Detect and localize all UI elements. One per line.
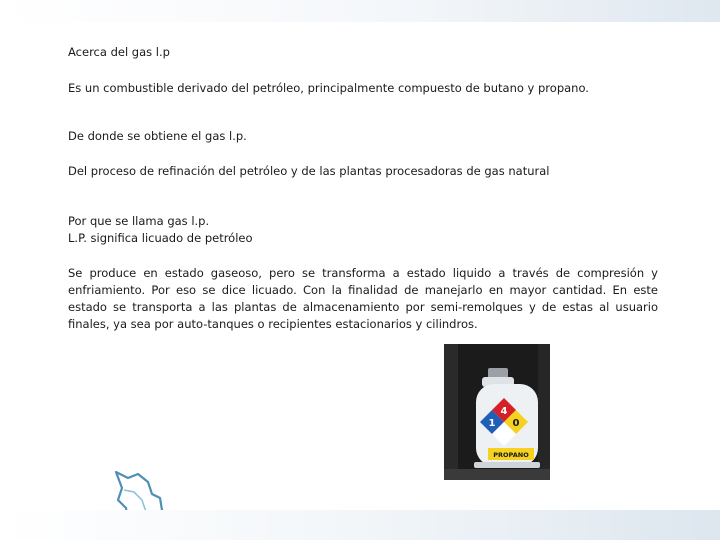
bottom-gradient-band xyxy=(0,510,720,540)
question-source: De donde se obtiene el gas l.p. xyxy=(68,129,247,143)
answer-source: Del proceso de refinación del petróleo y de las plantas procesadoras de gas natural xyxy=(68,164,550,178)
health-value: 1 xyxy=(488,418,496,429)
flammability-value: 4 xyxy=(500,406,508,417)
gas-cylinder-photo xyxy=(444,344,550,480)
heading: Acerca del gas l.p xyxy=(68,45,170,59)
reactivity-value: 0 xyxy=(512,418,520,429)
definition-text: Es un combustible derivado del petróleo, principalmente compuesto de butano y propano. xyxy=(68,81,589,95)
top-gradient-band xyxy=(0,0,720,22)
answer-name: L.P. significa licuado de petróleo xyxy=(68,231,253,245)
explanation-paragraph: Se produce en estado gaseoso, pero se transforma a estado liquido a través de compresión y enfriamiento. Por eso se dice licuado. Con la finalidad de manejarlo en mayor cantidad. En este estado se transporta a las plantas de almacenamiento por semi-remolques y de estas al usuario finales, ya sea por auto-tanques o recipientes estacionarios y cilindros. xyxy=(68,266,658,331)
propane-label: PROPANO xyxy=(493,451,529,459)
question-name: Por que se llama gas l.p. xyxy=(68,214,210,228)
